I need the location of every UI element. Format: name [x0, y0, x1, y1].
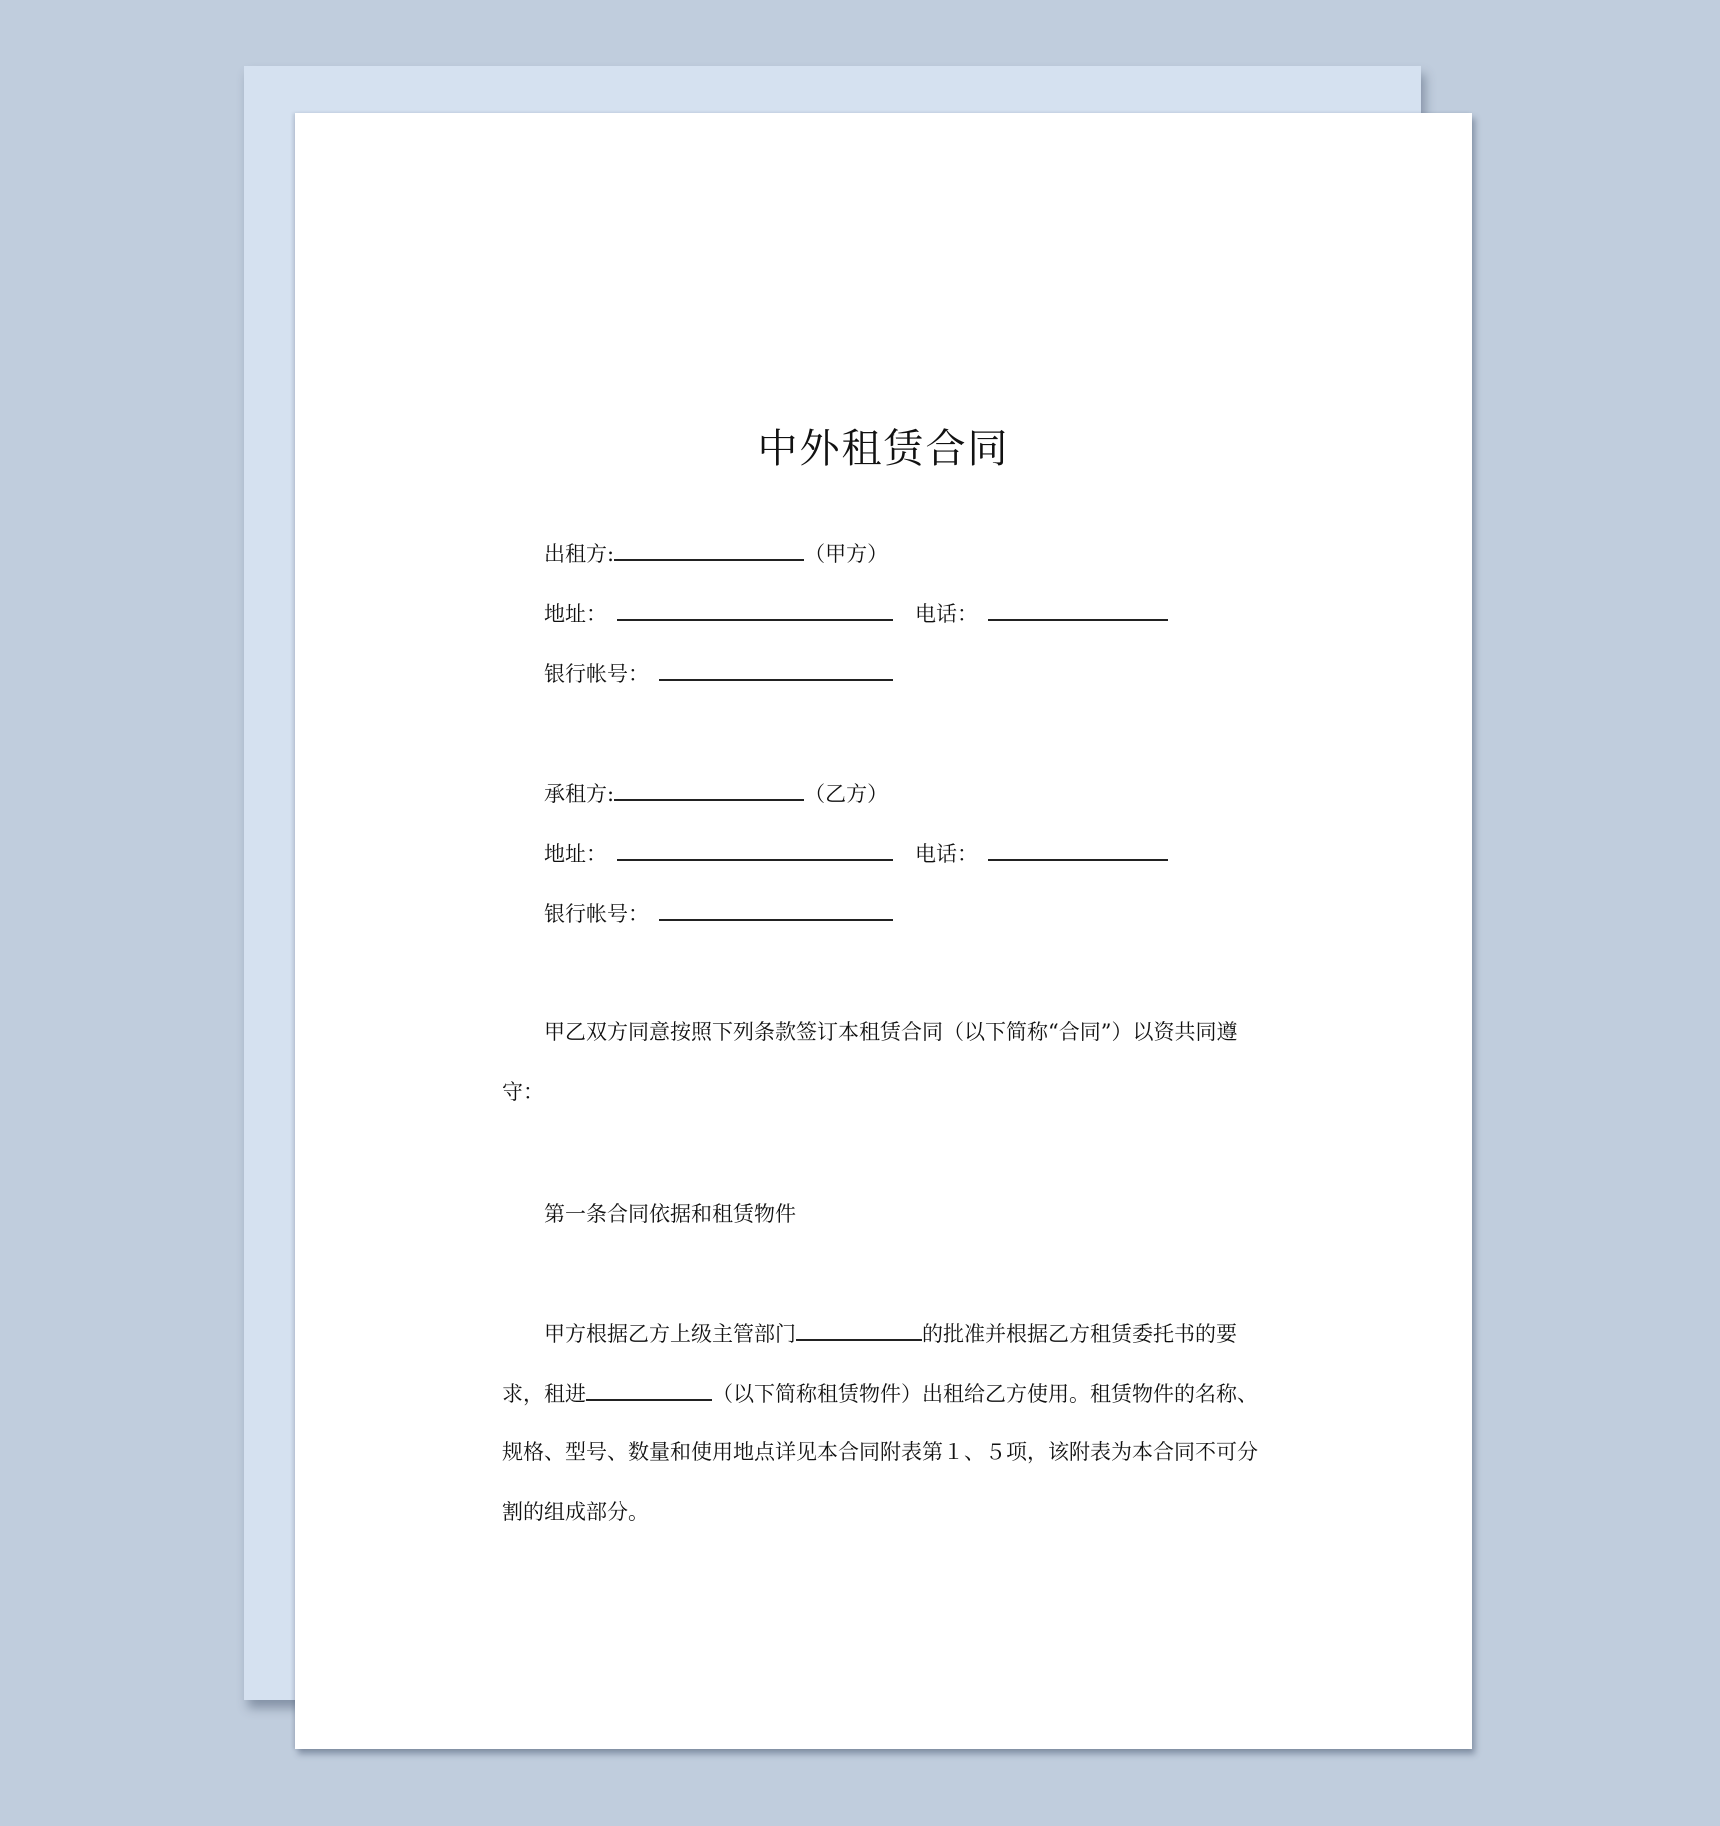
lessee-phone-label: 电话：: [915, 842, 978, 866]
lessee-line: [544, 777, 888, 809]
article-1-text-b: 的批准并根据乙方租赁委托书的要: [922, 1322, 1237, 1346]
lessee-phone-blank[interactable]: [988, 837, 1168, 861]
approval-department-blank[interactable]: [796, 1317, 922, 1341]
lessor-address-line: [544, 597, 893, 629]
preamble-line-1: 甲乙双方同意按照下列条款签订本租赁合同（以下简称“合同”）以资共同遵: [544, 1020, 1238, 1044]
lessee-label: 承租方:: [544, 782, 615, 806]
article-1-text-a: 甲方根据乙方上级主管部门: [544, 1322, 796, 1346]
lessee-bank-blank[interactable]: [659, 897, 893, 921]
lessee-bank-line: [544, 897, 893, 929]
lessor-bank-blank[interactable]: [659, 657, 893, 681]
article-1-heading: 第一条合同依据和租赁物件: [544, 1202, 796, 1226]
lessor-phone-blank[interactable]: [988, 597, 1168, 621]
lessee-suffix: （乙方）: [804, 782, 889, 806]
lessee-address-label: 地址：: [544, 842, 607, 866]
article-1-paragraph-line-4: 割的组成部分。: [502, 1500, 649, 1524]
lessee-address-line: [544, 837, 893, 869]
lessor-label: 出租方:: [544, 542, 615, 566]
leased-item-blank[interactable]: [586, 1377, 712, 1401]
lessor-name-blank[interactable]: [614, 537, 804, 561]
lessee-phone-line: [915, 837, 1168, 869]
document-title: 中外租赁合同: [757, 426, 1010, 472]
lessor-phone-line: [915, 597, 1168, 629]
lessor-phone-label: 电话：: [915, 602, 978, 626]
article-1-text-d: （以下简称租赁物件）出租给乙方使用。租赁物件的名称、: [712, 1382, 1258, 1406]
lessor-address-label: 地址：: [544, 602, 607, 626]
article-1-paragraph-line-3: 规格、型号、数量和使用地点详见本合同附表第１、５项，该附表为本合同不可分: [502, 1440, 1258, 1464]
lessor-suffix: （甲方）: [804, 542, 889, 566]
article-1-paragraph-line-1: [544, 1317, 1237, 1349]
lessor-address-blank[interactable]: [617, 597, 893, 621]
article-1-paragraph-line-2: [502, 1377, 1258, 1409]
lessor-line: [544, 537, 888, 569]
lessee-name-blank[interactable]: [614, 777, 804, 801]
lessee-bank-label: 银行帐号：: [544, 902, 649, 926]
document-page: [295, 113, 1472, 1749]
article-1-text-c: 求，租进: [502, 1382, 586, 1406]
lessor-bank-label: 银行帐号：: [544, 662, 649, 686]
preamble-line-2: 守：: [502, 1080, 544, 1104]
lessor-bank-line: [544, 657, 893, 689]
lessee-address-blank[interactable]: [617, 837, 893, 861]
